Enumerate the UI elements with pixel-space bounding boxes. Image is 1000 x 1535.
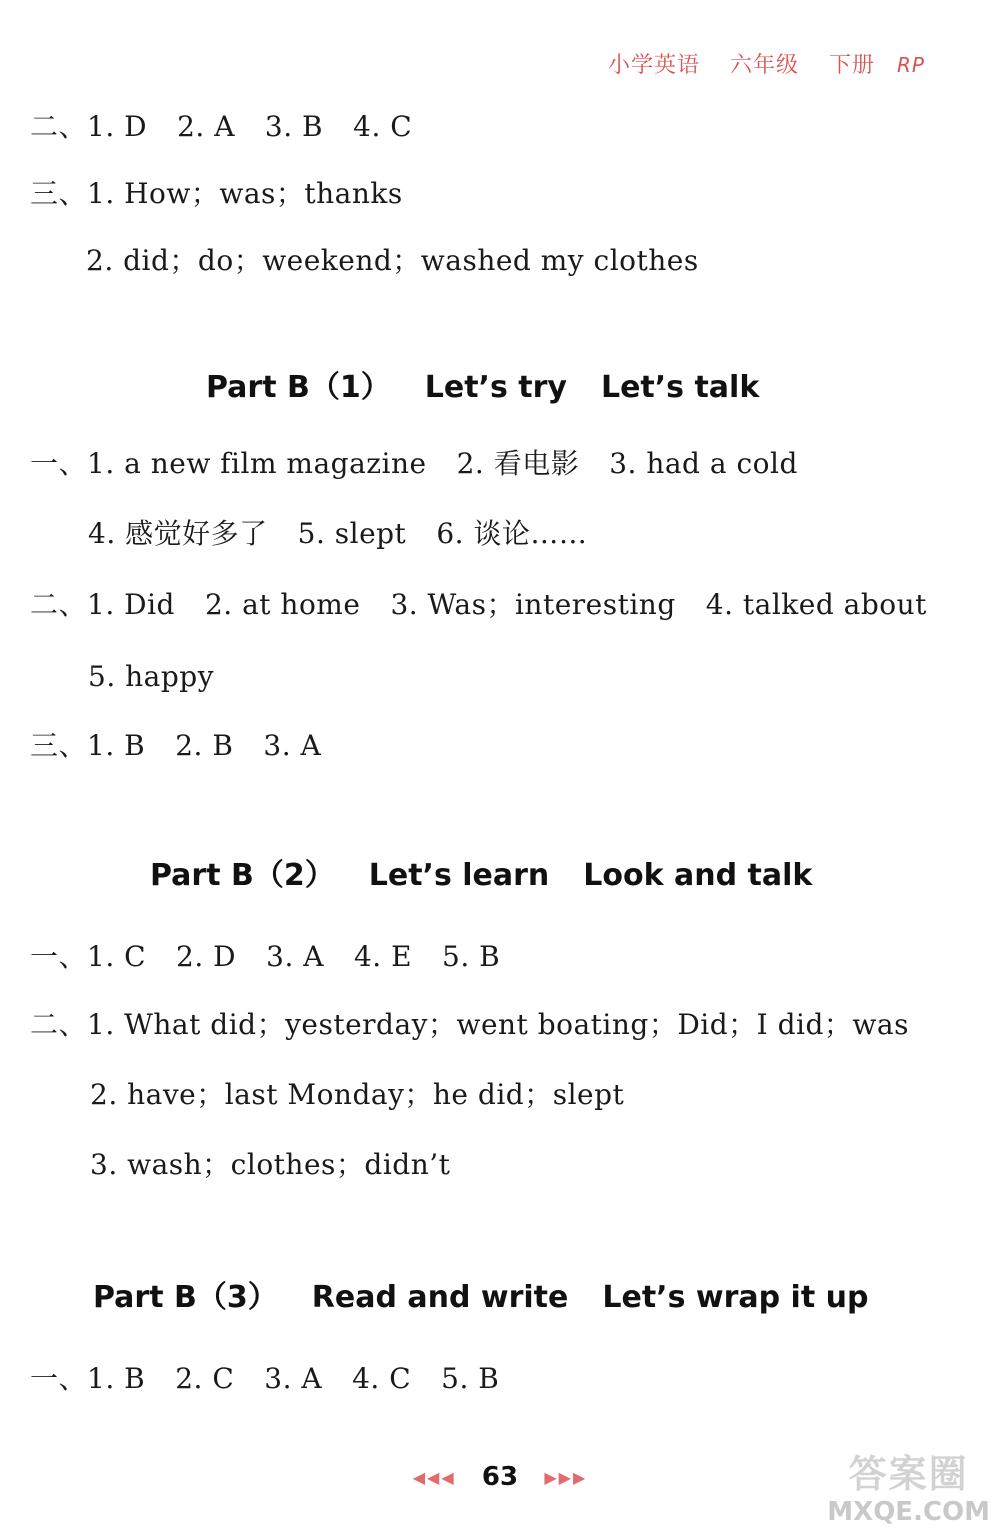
section-title-part-b3: Part B（3） Read and write Let’s wrap it up xyxy=(93,1280,869,1315)
answer-line: 4. 感觉好多了 5. slept 6. 谈论…… xyxy=(88,517,588,550)
answer-line: 2. did；do；weekend；washed my clothes xyxy=(86,244,699,277)
answer-line: 5. happy xyxy=(88,660,215,693)
answer-line: 三、1. How；was；thanks xyxy=(30,177,403,210)
answer-line: 一、1. a new film magazine 2. 看电影 3. had a cold xyxy=(30,447,798,480)
section-title-part-b1: Part B（1） Let’s try Let’s talk xyxy=(206,370,760,405)
answer-line: 二、1. Did 2. at home 3. Was；interesting 4. talked about xyxy=(30,588,927,621)
answer-line: 一、1. B 2. C 3. A 4. C 5. B xyxy=(30,1362,500,1395)
header-subject: 小学英语 xyxy=(607,53,700,78)
left-arrows-icon: ◀◀◀ xyxy=(412,1468,456,1487)
header-grade: 六年级 xyxy=(730,53,800,78)
watermark-logo xyxy=(827,1451,990,1527)
answer-line: 三、1. B 2. B 3. A xyxy=(30,729,322,762)
page-header xyxy=(608,48,925,79)
header-edition: RP xyxy=(897,53,925,77)
watermark-cn: 答案圈 xyxy=(848,1452,969,1496)
answer-line: 二、1. D 2. A 3. B 4. C xyxy=(30,110,413,143)
page-number: 63 xyxy=(481,1462,519,1492)
watermark-en: MXQE.COM xyxy=(827,1497,990,1527)
answer-line: 一、1. C 2. D 3. A 4. E 5. B xyxy=(30,940,501,973)
answer-line: 二、1. What did；yesterday；went boating；Did；I did；was xyxy=(30,1008,909,1041)
right-arrows-icon: ▶▶▶ xyxy=(544,1468,588,1487)
answer-line: 2. have；last Monday；he did；slept xyxy=(90,1078,625,1111)
section-title-part-b2: Part B（2） Let’s learn Look and talk xyxy=(150,858,813,893)
answer-line: 3. wash；clothes；didn’t xyxy=(90,1148,451,1181)
header-volume: 下册 xyxy=(829,53,876,78)
